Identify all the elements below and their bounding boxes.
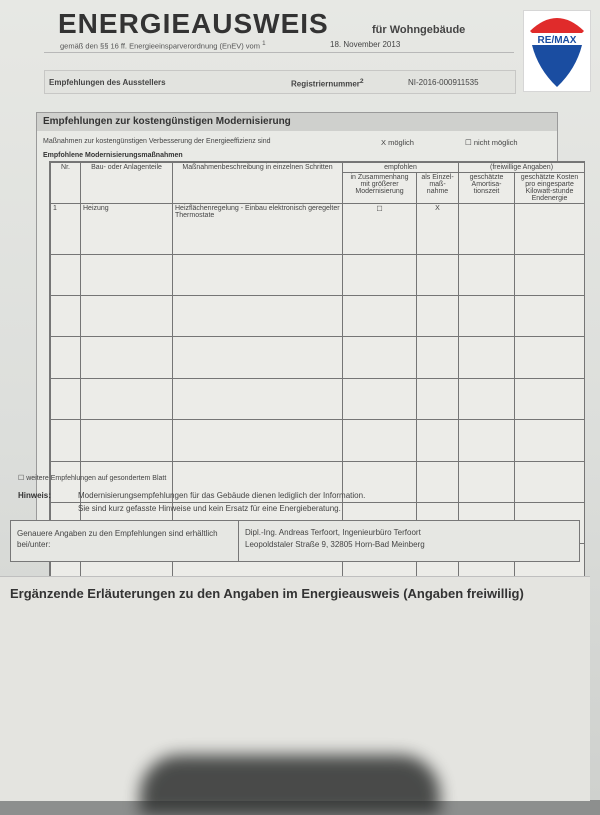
registration-text: Registriernummer <box>291 79 360 89</box>
table-row <box>51 296 585 337</box>
registration-label <box>291 78 364 89</box>
col-empfohlen: empfohlen <box>343 163 459 173</box>
option-not-possible <box>465 138 518 147</box>
hint-line-2: Sie sind kurz gefasste Hinweise und kein Ersatz für eine Energieberatung. <box>78 504 341 513</box>
row-nr: 1 <box>51 204 81 255</box>
option-possible <box>381 138 414 147</box>
document-title: ENERGIEAUSWEIS <box>58 8 329 39</box>
col-component: Bau- oder Anlagenteile <box>81 163 173 204</box>
table-row <box>51 254 585 295</box>
row-cost <box>515 204 585 255</box>
empty-box-icon: ☐ <box>465 138 472 147</box>
hint-label: Hinweis: <box>18 491 51 500</box>
contact-address: Leopoldstaler Straße 9, 32805 Horn-Bad Meinberg <box>245 540 425 549</box>
modernization-header <box>37 113 557 131</box>
row-description: Heizflächenregelung - Einbau elektronisch geregelter Thermostate <box>173 204 343 255</box>
additional-notes-title: Ergänzende Erläuterungen zu den Angaben im Energieausweis (Angaben freiwillig) <box>10 586 524 601</box>
details-contact <box>245 527 565 551</box>
details-label: Genauere Angaben zu den Empfehlungen sind erhältlich bei/unter: <box>17 529 218 549</box>
possible-label: möglich <box>388 138 414 147</box>
recommended-heading: Empfohlene Modernisierungsmaßnahmen <box>43 152 183 159</box>
modernization-title: Empfehlungen zur kostengünstigen Modernisierung <box>43 116 291 127</box>
row-amortisation <box>459 204 515 255</box>
col-context: in Zusammenhang mit größerer Modernisierung <box>343 173 417 204</box>
col-description: Maßnahmenbeschreibung in einzelnen Schritten <box>173 163 343 204</box>
legal-date: 18. November 2013 <box>330 40 401 49</box>
measures-statement: Maßnahmen zur kostengünstigen Verbesserung der Energieeffizienz sind <box>43 138 271 145</box>
photo-shadow <box>140 755 440 815</box>
row-context-checkbox: ☐ <box>343 204 417 255</box>
document-subtitle: für Wohngebäude <box>372 24 466 36</box>
col-cost: geschätzte Kosten pro eingesparte Kilowatt-stunde Endenergie <box>515 173 585 204</box>
details-divider <box>238 521 239 561</box>
not-possible-label: nicht möglich <box>473 138 518 147</box>
col-nr: Nr. <box>51 163 81 204</box>
more-recommendations-note: ☐ weitere Empfehlungen auf gesondertem Blatt <box>18 475 167 482</box>
row-single-checkbox: X <box>417 204 459 255</box>
checked-box-icon: X <box>381 138 387 147</box>
table-header-row <box>51 163 585 173</box>
col-single: als Einzel-maß-nahme <box>417 173 459 204</box>
table-row <box>51 337 585 378</box>
registration-footnote: 2 <box>359 78 364 85</box>
col-voluntary: (freiwillige Angaben) <box>459 163 585 173</box>
balloon-icon <box>524 11 590 91</box>
table-row <box>51 420 585 461</box>
legal-text: gemäß den §§ 16 ff. Energieeinsparverordnung (EnEV) vom <box>60 41 260 51</box>
logo-text: RE/MAX <box>537 35 577 46</box>
legal-reference <box>60 40 266 51</box>
issuer-row <box>44 70 516 94</box>
contact-name: Dipl.-Ing. Andreas Terfoort, Ingenieurbüro Terfoort <box>245 528 421 537</box>
hint-line-1: Modernisierungsempfehlungen für das Gebäude dienen lediglich der Information. <box>78 491 366 500</box>
details-box <box>10 520 580 562</box>
header-divider <box>44 52 514 53</box>
col-amortisation: geschätzte Amortisa-tionszeit <box>459 173 515 204</box>
table-row <box>51 378 585 419</box>
remax-logo <box>523 10 591 92</box>
row-component: Heizung <box>81 204 173 255</box>
registration-number: NI-2016-000911535 <box>408 78 479 87</box>
issuer-label: Empfehlungen des Ausstellers <box>49 78 166 87</box>
legal-footnote: 1 <box>262 40 266 47</box>
table-row <box>51 204 585 255</box>
